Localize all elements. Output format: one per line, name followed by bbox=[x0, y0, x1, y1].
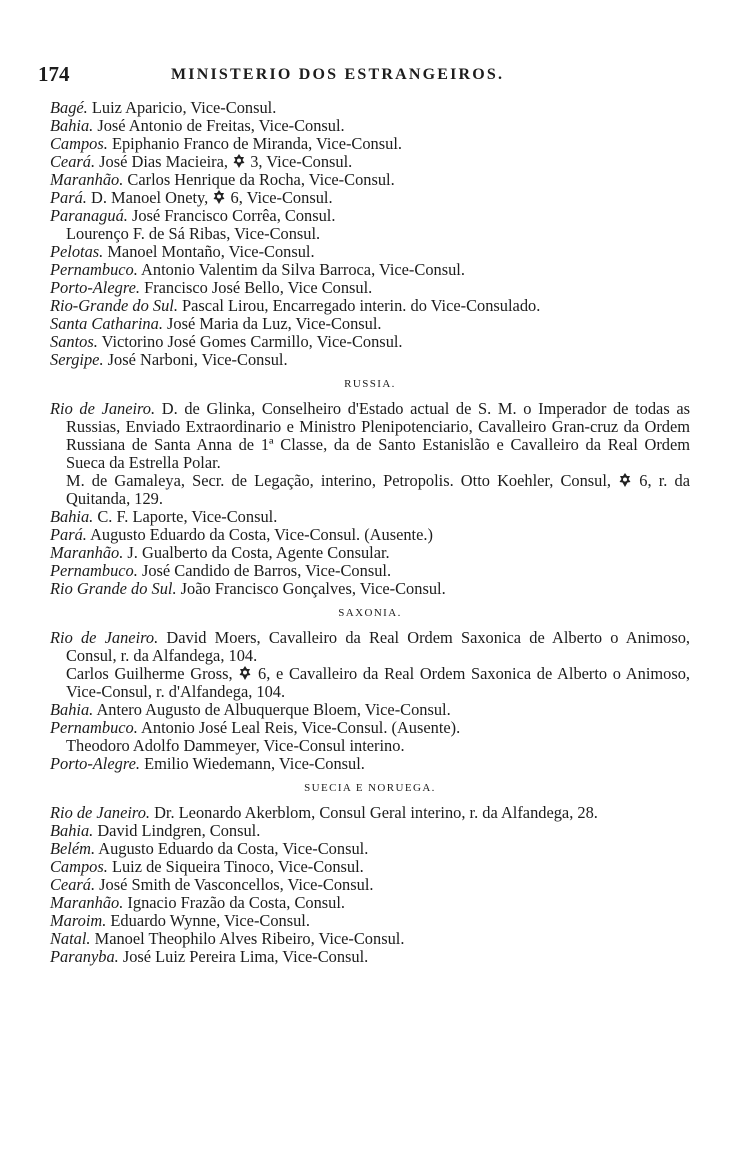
section-heading: SUECIA E NORUEGA. bbox=[304, 782, 436, 794]
place-name: Maranhão. bbox=[50, 170, 124, 189]
place-name: Bahia. bbox=[50, 116, 94, 135]
place-name: Pernambuco. bbox=[50, 718, 138, 737]
directory-entry bbox=[50, 930, 690, 948]
entry-text: José Antonio de Freitas, Vice-Consul. bbox=[93, 116, 345, 135]
directory-entry bbox=[50, 225, 690, 243]
entry-text: José Maria da Luz, Vice-Consul. bbox=[162, 314, 382, 333]
entry-text: Carlos Henrique da Rocha, Vice-Consul. bbox=[123, 170, 395, 189]
country-section bbox=[50, 606, 690, 773]
order-class-number: 6 bbox=[639, 471, 648, 490]
directory-entry bbox=[50, 297, 690, 315]
running-title: MINISTERIO DOS ESTRANGEIROS. bbox=[171, 66, 505, 83]
place-name: Rio de Janeiro. bbox=[50, 399, 156, 418]
entry-text: Victorino José Gomes Carmillo, Vice-Consul. bbox=[97, 332, 403, 351]
place-name: Maranhão. bbox=[50, 893, 124, 912]
place-name: Bagé. bbox=[50, 98, 88, 117]
entry-text: Francisco José Bello, Vice Consul. bbox=[139, 278, 373, 297]
directory-entry bbox=[50, 99, 690, 117]
directory-entry bbox=[50, 153, 690, 171]
entry-text: D. de Glinka, Conselheiro d'Estado actual de S. M. o Imperador de todas as Russias, Enviado Extraordinario e Ministro Plenipotenciario, Cavalleiro Gran-cruz da Ordem Russiana de Santa Anna de 1ª Classe, da de Santo Estanislão e Cavalleiro da Real Ordem Sueca da Estrella Polar. bbox=[66, 399, 691, 472]
entry-text: Emilio Wiedemann, Vice-Consul. bbox=[139, 754, 365, 773]
directory-entry bbox=[50, 207, 690, 225]
directory-entry bbox=[50, 948, 690, 966]
entry-text: D. Manoel Onety, bbox=[86, 188, 213, 207]
section-heading: SAXONIA. bbox=[338, 607, 402, 619]
page-number: 174 bbox=[38, 62, 70, 86]
order-class-number: 6 bbox=[230, 188, 239, 207]
place-name: Rio de Janeiro. bbox=[50, 628, 159, 647]
entry-text: David Lindgren, Consul. bbox=[93, 821, 261, 840]
entry-text: Antero Augusto de Albuquerque Bloem, Vice-Consul. bbox=[93, 700, 451, 719]
entry-text: Augusto Eduardo da Costa, Vice-Consul. bbox=[95, 839, 369, 858]
place-name: Bahia. bbox=[50, 821, 94, 840]
order-cross-icon bbox=[232, 153, 246, 169]
directory-entry bbox=[50, 333, 690, 351]
directory-entry bbox=[50, 544, 690, 562]
directory-entry bbox=[50, 562, 690, 580]
place-name: Pernambuco. bbox=[50, 260, 138, 279]
directory-entry bbox=[50, 135, 690, 153]
section-heading: RUSSIA. bbox=[344, 378, 396, 390]
place-name: Sergipe. bbox=[50, 350, 104, 369]
place-name: Porto-Alegre. bbox=[50, 754, 140, 773]
place-name: Paranyba. bbox=[50, 947, 119, 966]
directory-entry bbox=[50, 894, 690, 912]
entry-text: José Smith de Vasconcellos, Vice-Consul. bbox=[95, 875, 374, 894]
entry-text: João Francisco Gonçalves, Vice-Consul. bbox=[176, 579, 446, 598]
directory-entry bbox=[50, 580, 690, 598]
directory-entry bbox=[50, 243, 690, 261]
place-name: Pará. bbox=[50, 525, 87, 544]
entry-text: Luiz Aparicio, Vice-Consul. bbox=[87, 98, 277, 117]
directory-entry bbox=[50, 400, 690, 472]
directory-entry bbox=[50, 912, 690, 930]
entry-text: Theodoro Adolfo Dammeyer, Vice-Consul interino. bbox=[66, 736, 405, 755]
entry-text: Eduardo Wynne, Vice-Consul. bbox=[106, 911, 310, 930]
directory-entry bbox=[50, 719, 690, 737]
entry-text: José Narboni, Vice-Consul. bbox=[103, 350, 288, 369]
place-name: Ceará. bbox=[50, 875, 96, 894]
intro-entry-list bbox=[50, 99, 690, 369]
entry-text: Pascal Lirou, Encarregado interin. do Vice-Consulado. bbox=[177, 296, 541, 315]
directory-entry bbox=[50, 508, 690, 526]
place-name: Porto-Alegre. bbox=[50, 278, 140, 297]
place-name: Rio-Grande do Sul. bbox=[50, 296, 178, 315]
entry-text: Antonio José Leal Reis, Vice-Consul. (Ausente). bbox=[137, 718, 461, 737]
directory-entry bbox=[50, 822, 690, 840]
entry-text: Epiphanio Franco de Miranda, Vice-Consul. bbox=[107, 134, 402, 153]
place-name: Campos. bbox=[50, 857, 108, 876]
order-class-number: 6 bbox=[258, 664, 267, 683]
order-cross-icon bbox=[238, 665, 252, 681]
directory-entry bbox=[50, 840, 690, 858]
entry-text-tail: , e Cavalleiro da Real Ordem Saxonica de Alberto o Animoso, Vice-Consul, r. d'Alfandega, 104. bbox=[66, 664, 690, 701]
entry-text: Augusto Eduardo da Costa, Vice-Consul. (Ausente.) bbox=[86, 525, 433, 544]
entry-text: Antonio Valentim da Silva Barroca, Vice-Consul. bbox=[137, 260, 465, 279]
entry-text: José Candido de Barros, Vice-Consul. bbox=[137, 561, 392, 580]
directory-entry bbox=[50, 665, 690, 701]
place-name: Maranhão. bbox=[50, 543, 124, 562]
directory-entry bbox=[50, 737, 690, 755]
place-name: Pernambuco. bbox=[50, 561, 138, 580]
directory-entry bbox=[50, 701, 690, 719]
entry-text-tail: , Vice-Consul. bbox=[258, 152, 353, 171]
entry-text: Dr. Leonardo Akerblom, Consul Geral interino, r. da Alfandega, 28. bbox=[149, 803, 598, 822]
entry-text: Manoel Montaño, Vice-Consul. bbox=[103, 242, 315, 261]
place-name: Maroim. bbox=[50, 911, 107, 930]
entry-text: M. de Gamaleya, Secr. de Legação, interino, Petropolis. Otto Koehler, Consul, bbox=[66, 471, 619, 490]
order-cross-icon bbox=[618, 472, 632, 488]
place-name: Ceará. bbox=[50, 152, 96, 171]
entry-text: Carlos Guilherme Gross, bbox=[66, 664, 239, 683]
entry-text-tail: , r. da Quitanda, 129. bbox=[66, 471, 690, 508]
place-name: Bahia. bbox=[50, 507, 94, 526]
country-section bbox=[50, 377, 690, 598]
place-name: Rio Grande do Sul. bbox=[50, 579, 177, 598]
order-cross-icon bbox=[212, 189, 226, 205]
order-class-number: 3 bbox=[250, 152, 259, 171]
place-name: Natal. bbox=[50, 929, 91, 948]
place-name: Belém. bbox=[50, 839, 96, 858]
directory-entry bbox=[50, 876, 690, 894]
directory-entry bbox=[50, 526, 690, 544]
entry-text: José Luiz Pereira Lima, Vice-Consul. bbox=[118, 947, 369, 966]
directory-listing bbox=[50, 99, 690, 966]
entry-text: David Moers, Cavalleiro da Real Ordem Saxonica de Alberto o Animoso, Consul, r. da Alfandega, 104. bbox=[66, 628, 690, 665]
directory-entry bbox=[50, 315, 690, 333]
entry-text: José Dias Macieira, bbox=[95, 152, 233, 171]
place-name: Santos. bbox=[50, 332, 98, 351]
entry-text: Lourenço F. de Sá Ribas, Vice-Consul. bbox=[66, 224, 321, 243]
directory-entry bbox=[50, 171, 690, 189]
directory-entry bbox=[50, 755, 690, 773]
directory-entry bbox=[50, 472, 690, 508]
entry-text: J. Gualberto da Costa, Agente Consular. bbox=[123, 543, 390, 562]
place-name: Pará. bbox=[50, 188, 87, 207]
directory-entry bbox=[50, 804, 690, 822]
directory-entry bbox=[50, 261, 690, 279]
section-list bbox=[50, 377, 690, 966]
entry-text: C. F. Laporte, Vice-Consul. bbox=[93, 507, 278, 526]
page-header bbox=[38, 62, 578, 86]
entry-text: Manoel Theophilo Alves Ribeiro, Vice-Consul. bbox=[90, 929, 405, 948]
directory-entry bbox=[50, 351, 690, 369]
directory-entry bbox=[50, 629, 690, 665]
directory-entry bbox=[50, 858, 690, 876]
directory-entry bbox=[50, 117, 690, 135]
entry-text: Ignacio Frazão da Costa, Consul. bbox=[123, 893, 345, 912]
place-name: Pelotas. bbox=[50, 242, 104, 261]
directory-entry bbox=[50, 279, 690, 297]
place-name: Santa Catharina. bbox=[50, 314, 163, 333]
directory-entry bbox=[50, 189, 690, 207]
place-name: Campos. bbox=[50, 134, 108, 153]
place-name: Rio de Janeiro. bbox=[50, 803, 150, 822]
country-section bbox=[50, 781, 690, 966]
entry-text-tail: , Vice-Consul. bbox=[238, 188, 333, 207]
place-name: Bahia. bbox=[50, 700, 94, 719]
place-name: Paranaguá. bbox=[50, 206, 128, 225]
entry-text: José Francisco Corrêa, Consul. bbox=[127, 206, 336, 225]
entry-text: Luiz de Siqueira Tinoco, Vice-Consul. bbox=[107, 857, 364, 876]
